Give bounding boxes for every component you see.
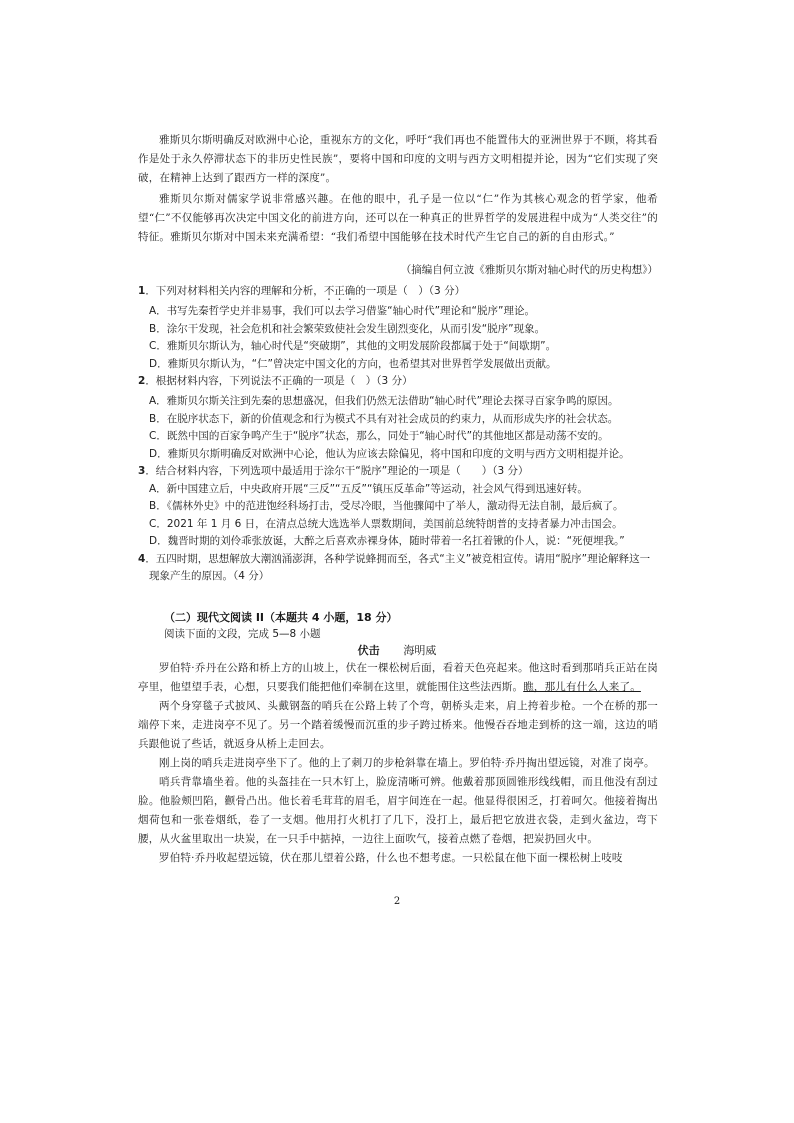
question-number: 1 xyxy=(138,285,146,297)
emphasized-word: 不正确 xyxy=(323,285,356,297)
question-option: A．书写先秦哲学史并非易事，我们可以去学习借鉴“轴心时代”理论和“脱序”理论。 xyxy=(149,305,535,317)
question-stem-tail: 的一项是（ ）（3 分） xyxy=(355,285,466,297)
question-stem: ．结合材料内容，下列选项中最适用于涂尔干“脱序”理论的一项是（ ）（3 分） xyxy=(145,465,529,477)
section-instruction: 阅读下面的文段，完成 5—8 小题 xyxy=(164,628,321,640)
question-option: B．在脱序状态下，新的价值观念和行为模式不具有对社会成员的约束力，从而形成失序的社会状态。 xyxy=(149,412,619,425)
story-heading xyxy=(0,642,794,658)
question-option: A．雅斯贝尔斯关注到先秦的思想盛况，但我们仍然无法借助“轴心时代”理论去探寻百家争鸣的原因。 xyxy=(149,395,619,407)
question-option: B．《儒林外史》中的范进饱经科场打击，受尽冷眼，当他骤闻中了举人，激动得无法自制，最后疯了。 xyxy=(149,500,624,512)
story-paragraph xyxy=(138,697,658,754)
question-1 xyxy=(138,283,658,303)
question-stem-tail: 的一项是（ ）（3 分） xyxy=(302,375,413,387)
story-text: 罗伯特·乔丹在公路和桥上方的山坡上，伏在一棵松树后面，看着天色亮起来。他这时看到那哨兵正站在岗亭里，他望望手表，心想，只要我们能把他们牵制在这里，就能围住这些法西斯。 xyxy=(138,662,658,693)
question-4 xyxy=(138,551,658,586)
story-text: 哨兵背靠墙坐着。他的头盔挂在一只木钉上，脸庞清晰可辨。他戴着那顶圆锥形线线帽，而且他没有刮过脸。他脸颊凹陷，颧骨凸出。他长着毛茸茸的眉毛，眉宇间连在一起。他显得很困乏，打着呵欠。他接着掏出烟荷包和一张卷烟纸，卷了一支烟。他用打火机打了几下，没打上，最后把它放进衣袋，走到火盆边，弯下腰，从火盆里取出一块炭，在一只手中掂掉，一边往上面吹气，接着点燃了卷烟，把炭扔回火中。 xyxy=(138,776,658,845)
question-option: C．既然中国的百家争鸣产生于“脱序”状态，那么，同处于“轴心时代”的其他地区都是动荡不安的。 xyxy=(149,430,609,442)
passage-text: 雅斯贝尔斯明确反对欧洲中心论，重视东方的文化，呼吁“我们再也不能置伟大的亚洲世界于不顾，将其看作是处于永久停滞状态下的非历史性民族”，要将中国和印度的文明与西方文明相提并论，因为“它们实现了突破，在精神上达到了跟西方一样的深度”。 xyxy=(138,134,658,184)
questions-block xyxy=(138,283,658,586)
section-title: （二）现代文阅读 II（本题共 4 小题，18 分） xyxy=(164,611,398,624)
emphasized-word: 不正确 xyxy=(271,375,303,387)
question-option: C．2021 年 1 月 6 日，在清点总统大选选举人票数期间，美国前总统特朗普的支持者暴力冲击国会。 xyxy=(149,517,623,530)
underlined-sentence: 瞧，那儿有什么人来了。 xyxy=(523,681,641,693)
question-number: 3 xyxy=(138,465,146,477)
passage-paragraph-1 xyxy=(138,131,658,188)
question-option: D．魏晋时期的刘伶乖张放诞，大醉之后喜欢赤裸身体，随时带着一名扛着锹的仆人，说：“死便埋我。” xyxy=(149,535,625,547)
story-title: 伏击 xyxy=(357,644,380,657)
page-number: 2 xyxy=(393,896,401,907)
passage-source: （摘编自何立波《雅斯贝尔斯对轴心时代的历史构想》） xyxy=(400,264,658,276)
story-paragraph xyxy=(138,754,658,773)
story-text: 罗伯特·乔丹收起望远镜，伏在那儿望着公路，什么也不想考虑。一只松鼠在他下面一棵松树上吱吱 xyxy=(159,852,623,864)
passage-paragraph-2 xyxy=(138,190,658,247)
question-stem: ．根据材料内容，下列说法 xyxy=(145,375,272,387)
passage-text: 雅斯贝尔斯对儒家学说非常感兴趣。在他的眼中，孔子是一位以“仁”作为其核心观念的哲学家，他希望“仁”不仅能够再次决定中国文化的前进方向，还可以在一种真正的世界哲学的发展进程中成为“人类交往”的特征。雅斯贝尔斯对中国未来充满希望：“我们希望中国能够在技术时代产生它自己的新的自由形式。” xyxy=(138,193,658,243)
question-option: B．涂尔干发现，社会危机和社会繁荣致使社会发生剧烈变化，从而引发“脱序”现象。 xyxy=(149,322,546,335)
question-number: 2 xyxy=(138,375,146,387)
story-paragraph xyxy=(138,659,658,697)
question-3 xyxy=(138,463,658,481)
question-option: A．新中国建立后，中央政府开展“三反”“五反”“镇压反革命”等运动，社会风气得到迅速好转。 xyxy=(149,482,588,495)
story-author: 海明威 xyxy=(403,644,437,657)
question-option: D．雅斯贝尔斯认为，“仁”曾决定中国文化的方向，也希望其对世界哲学发展做出贡献。 xyxy=(149,357,557,370)
question-2 xyxy=(138,373,658,393)
story-text: 两个身穿毯子式披风、头戴钢盔的哨兵在公路上转了个弯，朝桥头走来，肩上挎着步枪。一个在桥的那一端停下来，走进岗亭不见了。另一个踏着缓慢而沉重的步子跨过桥来。他慢吞吞地走到桥的这一端，这边的哨兵跟他说了些话，就返身从桥上走回去。 xyxy=(138,700,658,750)
story-text: 刚上岗的哨兵走进岗亭坐下了。他的上了刺刀的步枪斜靠在墙上。罗伯特·乔丹掏出望远镜，对准了岗亭。 xyxy=(159,757,655,769)
question-stem: ．五四时期，思想解放大潮汹涌澎湃，各种学说蜂拥而至，各式“主义”被竞相宣传。请用“脱序”理论解释这一现象产生的原因。（4 分） xyxy=(145,552,651,582)
question-number: 4 xyxy=(138,552,146,565)
story-body xyxy=(138,659,658,868)
question-option: D．雅斯贝尔斯明确反对欧洲中心论，他认为应该去除偏见，将中国和印度的文明与西方文明相提并论。 xyxy=(149,447,630,460)
story-paragraph xyxy=(138,773,658,849)
question-option: C．雅斯贝尔斯认为，轴心时代是“突破期”，其他的文明发展阶段都属于处于“间歇期”。 xyxy=(149,340,557,352)
story-paragraph xyxy=(138,849,658,868)
question-stem: ．下列对材料相关内容的理解和分析， xyxy=(145,285,324,297)
